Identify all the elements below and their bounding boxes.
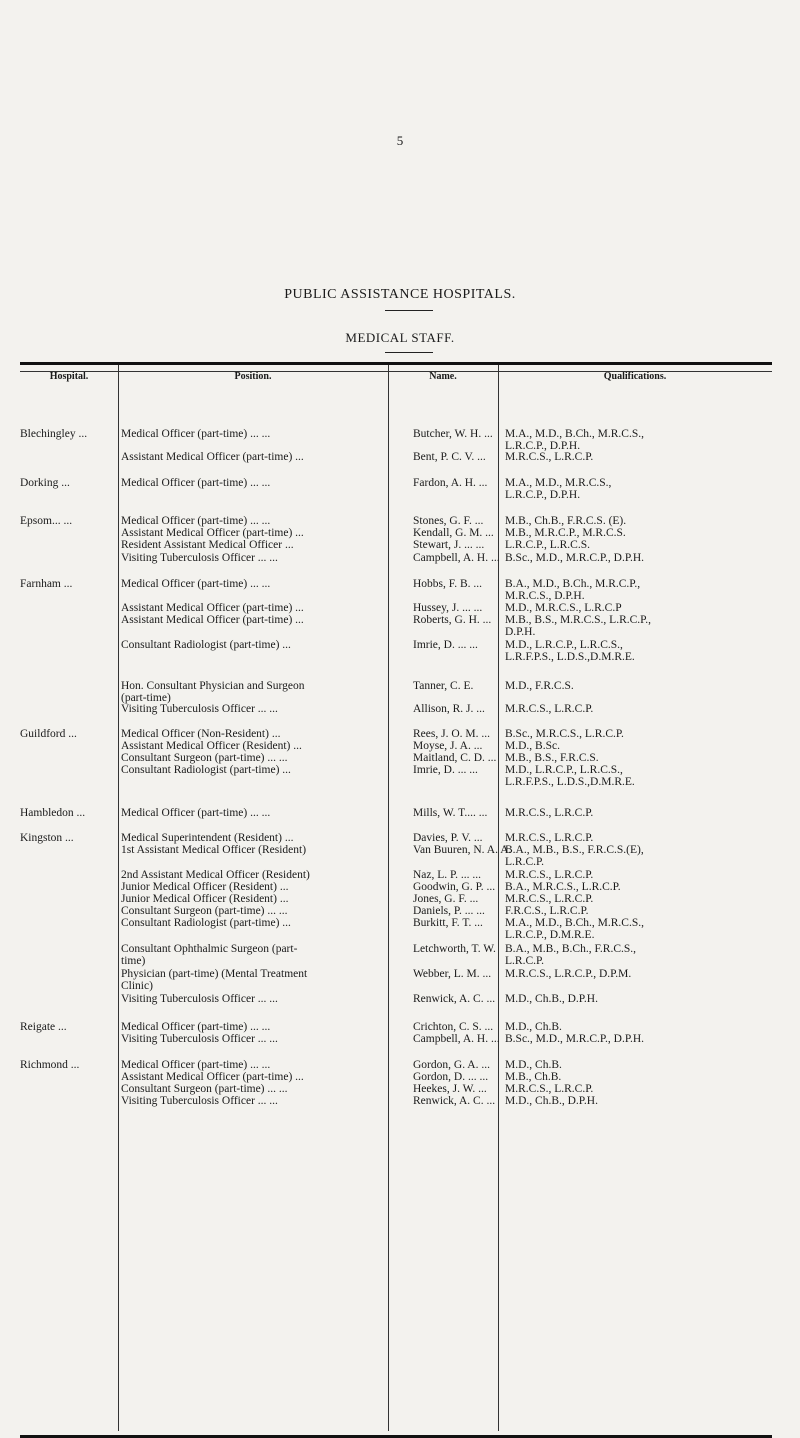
- position-cell: [121, 1059, 406, 1071]
- header-position: Position.: [234, 371, 272, 382]
- qualifications-cell-line: M.B., Ch.B.: [505, 1071, 562, 1083]
- name-cell-line: Naz, L. P. ... ...: [413, 869, 482, 881]
- position-cell: [121, 515, 406, 527]
- position-cell: [121, 451, 406, 463]
- name-cell-line: Gordon, G. A. ...: [413, 1059, 490, 1071]
- name-cell: [413, 993, 518, 1005]
- header-rule: [20, 371, 772, 372]
- qualifications-cell: [505, 993, 770, 1005]
- position-cell: [121, 993, 406, 1005]
- qualifications-cell-line: M.D., Ch.B., D.P.H.: [505, 1095, 598, 1107]
- qualifications-cell-line: M.B., B.S., M.R.C.S., L.R.C.P.,: [505, 614, 652, 626]
- position-cell: [121, 477, 406, 489]
- name-cell: [413, 968, 518, 980]
- name-cell: [413, 844, 518, 856]
- header-qualifications: Qualifications.: [603, 371, 667, 382]
- position-cell: [121, 1083, 406, 1095]
- qualifications-cell: [505, 893, 770, 905]
- position-cell: [121, 602, 406, 614]
- qualifications-cell-continuation: L.R.F.P.S., L.D.S.,D.M.R.E.: [505, 651, 635, 663]
- qualifications-cell: [505, 552, 770, 564]
- position-cell-line: Medical Officer (part-time) ... ...: [121, 477, 271, 489]
- position-cell-line: Visiting Tuberculosis Officer ... ...: [121, 1033, 278, 1045]
- position-cell-line: Medical Officer (part-time) ... ...: [121, 578, 271, 590]
- name-cell-line: Mills, W. T.... ...: [413, 807, 488, 819]
- name-cell-line: Daniels, P. ... ...: [413, 905, 485, 917]
- qualifications-cell: [505, 968, 770, 980]
- name-cell: [413, 943, 518, 955]
- hospital-cell-line: Richmond ...: [20, 1059, 80, 1071]
- name-cell-line: Gordon, D. ... ...: [413, 1071, 489, 1083]
- qualifications-cell: [505, 680, 770, 692]
- name-cell: [413, 1059, 518, 1071]
- name-cell: [413, 764, 518, 776]
- hospital-cell: [20, 1021, 118, 1033]
- qualifications-cell-line: B.A., M.B., B.S., F.R.C.S.(E),: [505, 844, 644, 856]
- hospital-cell-line: Hambledon ...: [20, 807, 86, 819]
- position-cell: [121, 527, 406, 539]
- position-cell-line: 2nd Assistant Medical Officer (Resident): [121, 869, 310, 881]
- position-cell: [121, 943, 406, 967]
- name-cell-line: Maitland, C. D. ...: [413, 752, 497, 764]
- name-cell-line: Roberts, G. H. ...: [413, 614, 492, 626]
- name-cell-line: Crichton, C. S. ...: [413, 1021, 494, 1033]
- qualifications-cell: [505, 614, 770, 638]
- hospital-cell: [20, 515, 118, 527]
- name-cell: [413, 602, 518, 614]
- document-subtitle: MEDICAL STAFF.: [345, 330, 455, 345]
- name-cell-line: Tanner, C. E.: [413, 680, 474, 692]
- table-body: [20, 387, 772, 1435]
- name-cell: [413, 614, 518, 626]
- qualifications-cell: [505, 515, 770, 527]
- qualifications-cell-line: M.D., M.R.C.S., L.R.C.P: [505, 602, 622, 614]
- qualifications-cell-continuation: D.P.H.: [505, 626, 536, 638]
- name-cell: [413, 869, 518, 881]
- qualifications-cell: [505, 943, 770, 967]
- name-cell-line: Rees, J. O. M. ...: [413, 728, 490, 740]
- position-cell: [121, 764, 406, 776]
- position-cell: [121, 614, 406, 626]
- position-cell: [121, 428, 406, 440]
- position-cell: [121, 881, 406, 893]
- qualifications-cell-continuation: L.R.C.P., D.M.R.E.: [505, 929, 595, 941]
- qualifications-cell-line: M.A., M.D., M.R.C.S.,: [505, 477, 612, 489]
- hospital-cell: [20, 832, 118, 844]
- name-cell-line: Stones, G. F. ...: [413, 515, 484, 527]
- qualifications-cell: [505, 905, 770, 917]
- qualifications-cell: [505, 869, 770, 881]
- qualifications-cell-line: B.Sc., M.D., M.R.C.P., D.P.H.: [505, 1033, 644, 1045]
- position-cell-line: Consultant Ophthalmic Surgeon (part-: [121, 943, 298, 955]
- name-cell: [413, 832, 518, 844]
- qualifications-cell-continuation: M.R.C.S., D.P.H.: [505, 590, 585, 602]
- name-cell-line: Allison, R. J. ...: [413, 703, 485, 715]
- name-cell: [413, 527, 518, 539]
- position-cell-continuation: (part-time): [121, 692, 171, 704]
- position-cell-line: Medical Superintendent (Resident) ...: [121, 832, 294, 844]
- qualifications-cell-line: M.D., B.Sc.: [505, 740, 560, 752]
- name-cell: [413, 807, 518, 819]
- qualifications-cell-line: M.R.C.S., L.R.C.P.: [505, 893, 594, 905]
- name-cell-line: Webber, L. M. ...: [413, 968, 492, 980]
- header-hospital: Hospital.: [49, 371, 89, 382]
- name-cell: [413, 639, 518, 651]
- position-cell-line: Junior Medical Officer (Resident) ...: [121, 893, 289, 905]
- name-cell-line: Campbell, A. H. ...: [413, 1033, 500, 1045]
- qualifications-cell-line: M.A., M.D., B.Ch., M.R.C.S.,: [505, 917, 644, 929]
- qualifications-cell-line: M.D., Ch.B.: [505, 1021, 562, 1033]
- position-cell-line: Consultant Surgeon (part-time) ... ...: [121, 905, 288, 917]
- qualifications-cell-line: M.B., B.S., F.R.C.S.: [505, 752, 599, 764]
- qualifications-cell-line: M.R.C.S., L.R.C.P.: [505, 832, 594, 844]
- name-cell: [413, 680, 518, 692]
- qualifications-cell: [505, 639, 770, 663]
- name-cell: [413, 881, 518, 893]
- name-cell: [413, 1095, 518, 1107]
- hospital-cell-line: Dorking ...: [20, 477, 70, 489]
- name-cell: [413, 917, 518, 929]
- position-cell-line: Consultant Surgeon (part-time) ... ...: [121, 1083, 288, 1095]
- position-cell: [121, 552, 406, 564]
- name-cell: [413, 1021, 518, 1033]
- name-cell-line: Fardon, A. H. ...: [413, 477, 488, 489]
- position-cell-line: Consultant Radiologist (part-time) ...: [121, 917, 291, 929]
- hospital-cell-line: Reigate ...: [20, 1021, 67, 1033]
- name-cell-line: Bent, P. C. V. ...: [413, 451, 486, 463]
- name-cell-line: Jones, G. F. ...: [413, 893, 479, 905]
- qualifications-cell-line: M.D., Ch.B.: [505, 1059, 562, 1071]
- qualifications-cell-line: M.D., L.R.C.P., L.R.C.S.,: [505, 639, 623, 651]
- qualifications-cell: [505, 1059, 770, 1071]
- position-cell-line: Visiting Tuberculosis Officer ... ...: [121, 552, 278, 564]
- name-cell: [413, 515, 518, 527]
- name-cell: [413, 752, 518, 764]
- hospital-cell: [20, 477, 118, 489]
- qualifications-cell: [505, 881, 770, 893]
- name-cell-line: Imrie, D. ... ...: [413, 639, 478, 651]
- name-cell-line: Van Buuren, N. A. A.: [413, 844, 512, 856]
- name-cell-line: Davies, P. V. ...: [413, 832, 483, 844]
- name-cell: [413, 552, 518, 564]
- qualifications-cell: [505, 740, 770, 752]
- qualifications-cell-line: M.R.C.S., L.R.C.P.: [505, 1083, 594, 1095]
- position-cell: [121, 639, 406, 651]
- position-cell: [121, 968, 406, 992]
- hospital-cell-line: Blechingley ...: [20, 428, 88, 440]
- qualifications-cell: [505, 428, 770, 452]
- qualifications-cell: [505, 1071, 770, 1083]
- name-cell-line: Burkitt, F. T. ...: [413, 917, 483, 929]
- position-cell-line: Consultant Radiologist (part-time) ...: [121, 639, 291, 651]
- qualifications-cell-continuation: L.R.F.P.S., L.D.S.,D.M.R.E.: [505, 776, 635, 788]
- qualifications-cell: [505, 832, 770, 844]
- qualifications-cell-line: M.R.C.S., L.R.C.P., D.P.M.: [505, 968, 632, 980]
- qualifications-cell: [505, 807, 770, 819]
- qualifications-cell-line: M.D., F.R.C.S.: [505, 680, 574, 692]
- name-cell: [413, 477, 518, 489]
- name-cell: [413, 1071, 518, 1083]
- position-cell-line: Medical Officer (Non-Resident) ...: [121, 728, 281, 740]
- name-cell-line: Butcher, W. H. ...: [413, 428, 493, 440]
- name-cell-line: Renwick, A. C. ...: [413, 993, 496, 1005]
- table-header: [20, 365, 772, 387]
- position-cell-line: Consultant Radiologist (part-time) ...: [121, 764, 291, 776]
- position-cell: [121, 1095, 406, 1107]
- qualifications-cell: [505, 578, 770, 602]
- qualifications-cell: [505, 917, 770, 941]
- position-cell: [121, 539, 406, 551]
- qualifications-cell: [505, 1083, 770, 1095]
- qualifications-cell-line: B.A., M.B., B.Ch., F.R.C.S.,: [505, 943, 637, 955]
- qualifications-cell-line: B.Sc., M.R.C.S., L.R.C.P.: [505, 728, 624, 740]
- name-cell: [413, 1033, 518, 1045]
- hospital-cell-line: Guildford ...: [20, 728, 77, 740]
- qualifications-cell-line: M.D., L.R.C.P., L.R.C.S.,: [505, 764, 623, 776]
- qualifications-cell: [505, 527, 770, 539]
- hospital-cell: [20, 728, 118, 740]
- qualifications-cell-line: M.B., Ch.B., F.R.C.S. (E).: [505, 515, 627, 527]
- position-cell-line: Medical Officer (part-time) ... ...: [121, 807, 271, 819]
- position-cell: [121, 1033, 406, 1045]
- qualifications-cell-line: M.D., Ch.B., D.P.H.: [505, 993, 598, 1005]
- position-cell: [121, 1021, 406, 1033]
- name-cell-line: Moyse, J. A. ...: [413, 740, 483, 752]
- position-cell-line: Visiting Tuberculosis Officer ... ...: [121, 993, 278, 1005]
- name-cell: [413, 578, 518, 590]
- name-cell-line: Heekes, J. W. ...: [413, 1083, 487, 1095]
- position-cell: [121, 844, 406, 856]
- name-cell: [413, 428, 518, 440]
- position-cell-line: Assistant Medical Officer (part-time) ...: [121, 527, 304, 539]
- position-cell-line: Assistant Medical Officer (part-time) ...: [121, 614, 304, 626]
- qualifications-cell: [505, 844, 770, 868]
- qualifications-cell-line: B.A., M.D., B.Ch., M.R.C.P.,: [505, 578, 641, 590]
- name-cell-line: Letchworth, T. W.: [413, 943, 496, 955]
- qualifications-cell-continuation: L.R.C.P.: [505, 856, 544, 868]
- position-cell: [121, 893, 406, 905]
- hospital-cell-line: Farnham ...: [20, 578, 73, 590]
- hospital-cell: [20, 807, 118, 819]
- hospital-cell-line: Kingston ...: [20, 832, 74, 844]
- qualifications-cell-line: F.R.C.S., L.R.C.P.: [505, 905, 589, 917]
- position-cell: [121, 578, 406, 590]
- position-cell: [121, 1071, 406, 1083]
- position-cell: [121, 728, 406, 740]
- name-cell-line: Imrie, D. ... ...: [413, 764, 478, 776]
- qualifications-cell: [505, 477, 770, 501]
- position-cell-line: Assistant Medical Officer (Resident) ...: [121, 740, 302, 752]
- position-cell: [121, 680, 406, 704]
- position-cell-line: Junior Medical Officer (Resident) ...: [121, 881, 289, 893]
- name-cell: [413, 893, 518, 905]
- position-cell-line: Medical Officer (part-time) ... ...: [121, 1059, 271, 1071]
- position-cell-line: 1st Assistant Medical Officer (Resident): [121, 844, 307, 856]
- position-cell-line: Consultant Surgeon (part-time) ... ...: [121, 752, 288, 764]
- name-cell-line: Goodwin, G. P. ...: [413, 881, 496, 893]
- position-cell: [121, 869, 406, 881]
- qualifications-cell: [505, 1033, 770, 1045]
- qualifications-cell-line: M.R.C.S., L.R.C.P.: [505, 703, 594, 715]
- name-cell-line: Renwick, A. C. ...: [413, 1095, 496, 1107]
- qualifications-cell-line: M.R.C.S., L.R.C.P.: [505, 451, 594, 463]
- qualifications-cell: [505, 1021, 770, 1033]
- qualifications-cell-line: L.R.C.P., L.R.C.S.: [505, 539, 590, 551]
- medical-staff-table: [20, 362, 772, 1438]
- document-title: PUBLIC ASSISTANCE HOSPITALS.: [284, 287, 516, 302]
- hospital-cell: [20, 428, 118, 440]
- name-cell-line: Hobbs, F. B. ...: [413, 578, 483, 590]
- qualifications-cell-line: M.A., M.D., B.Ch., M.R.C.S.,: [505, 428, 644, 440]
- position-cell-line: Visiting Tuberculosis Officer ... ...: [121, 703, 278, 715]
- title-divider: [385, 310, 433, 311]
- position-cell: [121, 807, 406, 819]
- position-cell: [121, 752, 406, 764]
- position-cell: [121, 832, 406, 844]
- position-cell-line: Medical Officer (part-time) ... ...: [121, 428, 271, 440]
- name-cell-line: Campbell, A. H. ...: [413, 552, 500, 564]
- qualifications-cell-line: M.R.C.S., L.R.C.P.: [505, 869, 594, 881]
- qualifications-cell-line: M.B., M.R.C.P., M.R.C.S.: [505, 527, 626, 539]
- position-cell: [121, 917, 406, 929]
- position-cell-line: Assistant Medical Officer (part-time) ...: [121, 602, 304, 614]
- qualifications-cell: [505, 703, 770, 715]
- name-cell: [413, 728, 518, 740]
- name-cell-line: Stewart, J. ... ...: [413, 539, 485, 551]
- position-cell: [121, 740, 406, 752]
- qualifications-cell-line: B.Sc., M.D., M.R.C.P., D.P.H.: [505, 552, 644, 564]
- qualifications-cell: [505, 728, 770, 740]
- position-cell: [121, 703, 406, 715]
- qualifications-cell: [505, 539, 770, 551]
- name-cell: [413, 905, 518, 917]
- name-cell: [413, 1083, 518, 1095]
- position-cell: [121, 905, 406, 917]
- position-cell-line: Physician (part-time) (Mental Treatment: [121, 968, 308, 980]
- qualifications-cell-continuation: L.R.C.P., D.P.H.: [505, 489, 581, 501]
- qualifications-cell: [505, 1095, 770, 1107]
- qualifications-cell: [505, 764, 770, 788]
- hospital-cell: [20, 1059, 118, 1071]
- position-cell-line: Medical Officer (part-time) ... ...: [121, 515, 271, 527]
- qualifications-cell-line: M.R.C.S., L.R.C.P.: [505, 807, 594, 819]
- position-cell-line: Visiting Tuberculosis Officer ... ...: [121, 1095, 278, 1107]
- qualifications-cell-continuation: L.R.C.P., D.P.H.: [505, 440, 581, 452]
- name-cell: [413, 539, 518, 551]
- hospital-cell-line: Epsom... ...: [20, 515, 73, 527]
- position-cell-line: Hon. Consultant Physician and Surgeon: [121, 680, 305, 692]
- position-cell-line: Medical Officer (part-time) ... ...: [121, 1021, 271, 1033]
- subtitle-divider: [385, 352, 433, 353]
- name-cell-line: Hussey, J. ... ...: [413, 602, 483, 614]
- name-cell-line: Kendall, G. M. ...: [413, 527, 494, 539]
- name-cell: [413, 740, 518, 752]
- position-cell-line: Assistant Medical Officer (part-time) ...: [121, 451, 304, 463]
- hospital-cell: [20, 578, 118, 590]
- qualifications-cell-line: B.A., M.R.C.S., L.R.C.P.: [505, 881, 621, 893]
- qualifications-cell-continuation: L.R.C.P.: [505, 955, 544, 967]
- name-cell: [413, 451, 518, 463]
- position-cell-line: Resident Assistant Medical Officer ...: [121, 539, 294, 551]
- qualifications-cell: [505, 451, 770, 463]
- header-name: Name.: [429, 371, 457, 382]
- qualifications-cell: [505, 602, 770, 614]
- position-cell-continuation: Clinic): [121, 980, 153, 992]
- page-number: 5: [396, 133, 404, 148]
- position-cell-line: Assistant Medical Officer (part-time) ...: [121, 1071, 304, 1083]
- name-cell: [413, 703, 518, 715]
- qualifications-cell: [505, 752, 770, 764]
- position-cell-continuation: time): [121, 955, 146, 967]
